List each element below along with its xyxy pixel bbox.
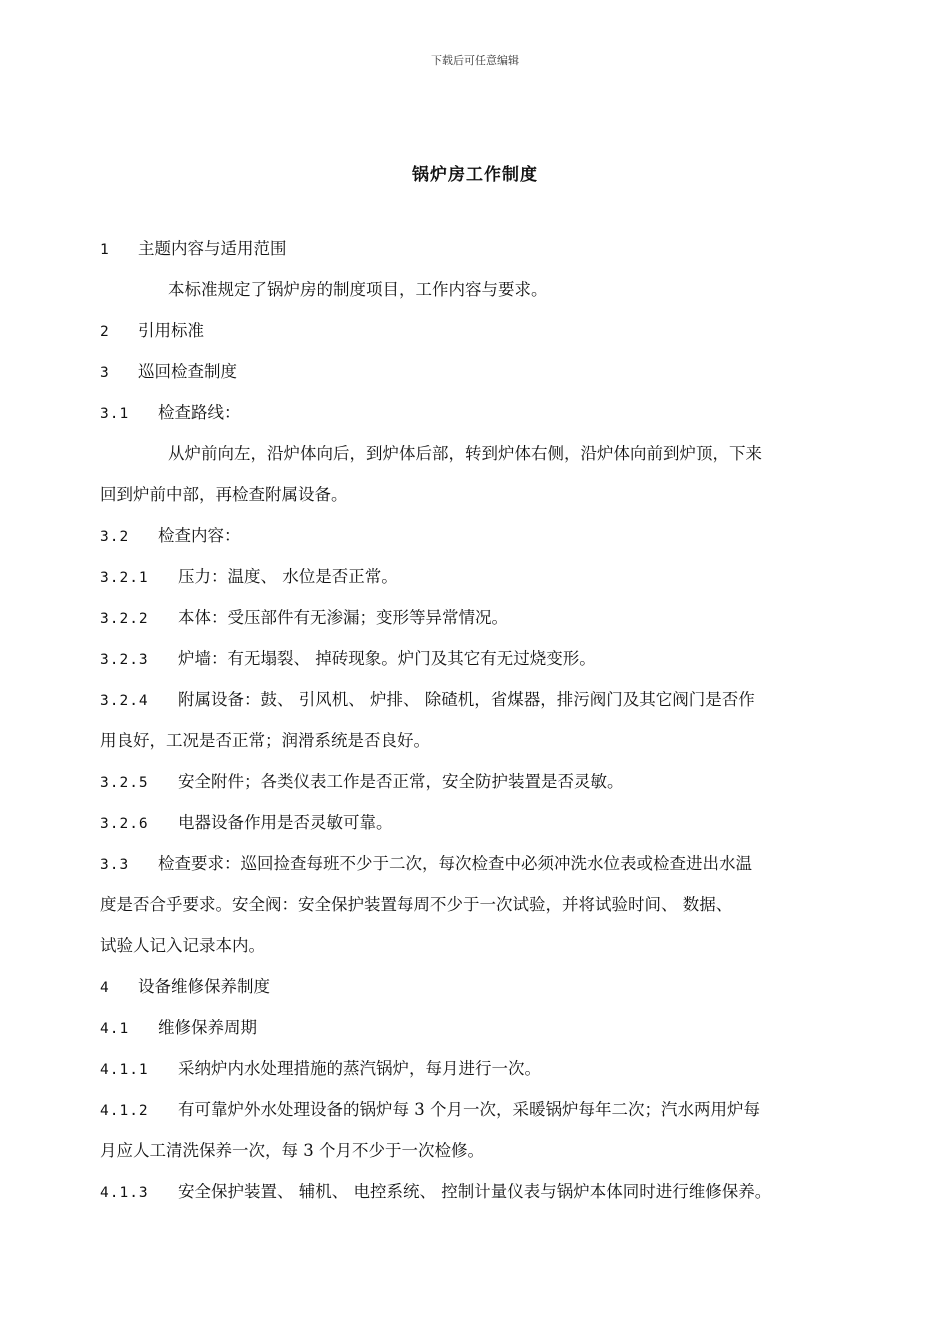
section-3-2-6-line xyxy=(100,802,870,843)
section-1-line xyxy=(100,228,870,269)
section-number: 3.2.2 xyxy=(100,611,149,627)
section-text: 维修保养周期 xyxy=(158,1018,257,1037)
section-text: 附属设备：鼓、 引风机、 炉排、 除碴机，省煤器，排污阀门及其它阀门是否作 xyxy=(178,690,755,709)
section-text: 引用标准 xyxy=(138,321,204,340)
header-note: 下载后可任意编辑 xyxy=(431,54,519,67)
paragraph-text: 从炉前向左，沿炉体向后，到炉体后部，转到炉体右侧，沿炉体向前到炉顶，下来 xyxy=(168,444,762,463)
section-text: 压力：温度、 水位是否正常。 xyxy=(178,567,398,586)
section-text: 检查要求：巡回捡查每班不少于二次，每次检查中必须冲洗水位表或检查进出水温 xyxy=(158,854,752,873)
section-number: 4.1.2 xyxy=(100,1103,149,1119)
paragraph-text: 本标准规定了锅炉房的制度项目，工作内容与要求。 xyxy=(168,280,548,299)
section-2-line xyxy=(100,310,870,351)
paragraph-continuation-line xyxy=(100,884,870,925)
section-4-1-1-line xyxy=(100,1048,870,1089)
section-number: 4.1.3 xyxy=(100,1185,149,1201)
section-text: 检查路线： xyxy=(158,403,241,422)
paragraph-text: 度是否合乎要求。安全阀：安全保护装置每周不少于一次试验，并将试验时间、 数据、 xyxy=(100,895,733,914)
section-number: 2 xyxy=(100,324,110,340)
section-4-1-line xyxy=(100,1007,870,1048)
section-number: 3.2.6 xyxy=(100,816,149,832)
section-text: 炉墙：有无塌裂、 掉砖现象。炉门及其它有无过烧变形。 xyxy=(178,649,596,668)
section-number: 3 xyxy=(100,365,110,381)
paragraph-continuation-line xyxy=(100,925,870,966)
section-4-1-3-line xyxy=(100,1171,870,1212)
section-text: 采纳炉内水处理措施的蒸汽锅炉，每月进行一次。 xyxy=(178,1059,541,1078)
section-number: 3.2.3 xyxy=(100,652,149,668)
section-text: 有可靠炉外水处理设备的锅炉每 3 个月一次，采暖锅炉每年二次；汽水两用炉每 xyxy=(178,1100,760,1119)
section-3-2-2-line xyxy=(100,597,870,638)
section-text: 安全保护装置、 辅机、 电控系统、 控制计量仪表与锅炉本体同时进行维修保养。 xyxy=(178,1182,772,1201)
section-number: 3.2.1 xyxy=(100,570,149,586)
section-3-2-3-line xyxy=(100,638,870,679)
paragraph-line xyxy=(100,433,870,474)
section-text: 电器设备作用是否灵敏可靠。 xyxy=(178,813,393,832)
section-3-3-line xyxy=(100,843,870,884)
section-text: 巡回检查制度 xyxy=(138,362,237,381)
section-text: 检查内容： xyxy=(158,526,241,545)
section-4-1-2-line xyxy=(100,1089,870,1130)
paragraph-line xyxy=(100,269,870,310)
section-number: 1 xyxy=(100,242,110,258)
section-number: 3.2.5 xyxy=(100,775,149,791)
section-number: 3.1 xyxy=(100,406,130,422)
section-3-2-4-line xyxy=(100,679,870,720)
paragraph-continuation-line xyxy=(100,474,870,515)
section-number: 4.1.1 xyxy=(100,1062,149,1078)
paragraph-continuation-line xyxy=(100,1130,870,1171)
document-title: 锅炉房工作制度 xyxy=(412,165,538,185)
section-number: 3.2.4 xyxy=(100,693,149,709)
paragraph-text: 试验人记入记录本内。 xyxy=(100,936,265,955)
section-3-line xyxy=(100,351,870,392)
paragraph-text: 回到炉前中部，再检查附属设备。 xyxy=(100,485,348,504)
section-3-2-1-line xyxy=(100,556,870,597)
section-text: 主题内容与适用范围 xyxy=(138,239,287,258)
section-4-line xyxy=(100,966,870,1007)
section-text: 安全附件；各类仪表工作是否正常，安全防护装置是否灵敏。 xyxy=(178,772,624,791)
section-number: 3.2 xyxy=(100,529,130,545)
section-3-2-line xyxy=(100,515,870,556)
paragraph-continuation-line xyxy=(100,720,870,761)
document-body xyxy=(100,228,870,1212)
section-text: 设备维修保养制度 xyxy=(138,977,270,996)
section-number: 4.1 xyxy=(100,1021,130,1037)
section-number: 3.3 xyxy=(100,857,130,873)
paragraph-text: 用良好，工况是否正常；润滑系统是否良好。 xyxy=(100,731,430,750)
section-3-2-5-line xyxy=(100,761,870,802)
section-number: 4 xyxy=(100,980,110,996)
paragraph-text: 月应人工清洗保养一次，每 3 个月不少于一次检修。 xyxy=(100,1141,484,1160)
section-3-1-line xyxy=(100,392,870,433)
section-text: 本体：受压部件有无渗漏；变形等异常情况。 xyxy=(178,608,508,627)
